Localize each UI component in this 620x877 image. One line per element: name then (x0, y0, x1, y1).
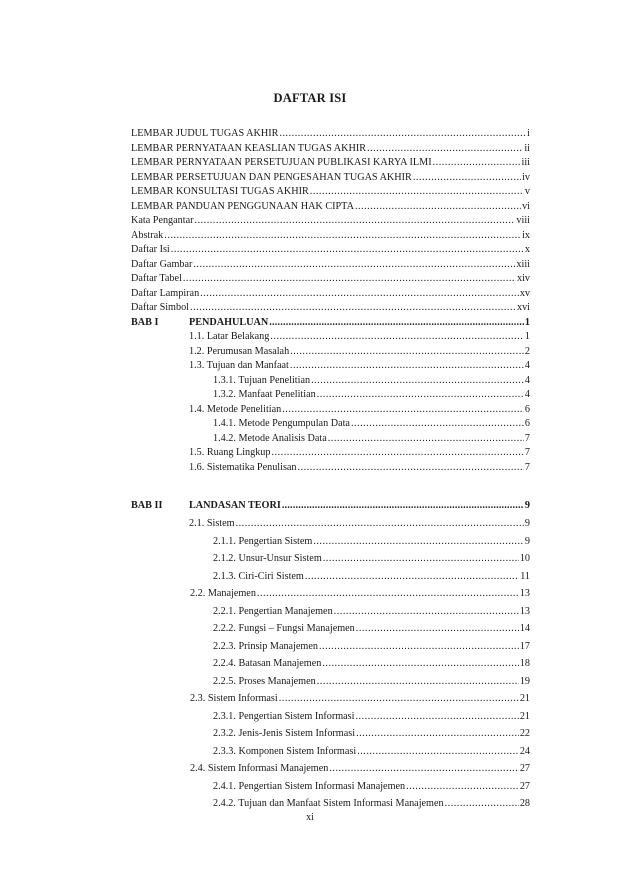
toc-entry: 2.2.3. Prinsip Manajemen ..... 17 (213, 640, 530, 654)
toc-entry: Daftar Tabel ..... xiv (131, 272, 530, 286)
toc-entry: 2.4.2. Tujuan dan Manfaat Sistem Informasi Manajemen ..... 28 (213, 797, 530, 811)
toc-entry: Daftar Simbol ..... xvi (131, 301, 530, 315)
toc-entry: LEMBAR JUDUL TUGAS AKHIR ..... i (131, 127, 530, 141)
toc-entry: 2.2.4. Batasan Manajemen ..... 18 (213, 657, 530, 671)
toc-entry: 1.5. Ruang Lingkup ..... 7 (189, 446, 530, 460)
toc-entry: 1.1. Latar Belakang ..... 1 (189, 330, 530, 344)
toc-entry: 2.1.2. Unsur-Unsur Sistem ..... 10 (213, 552, 530, 566)
toc-entry: LEMBAR PANDUAN PENGGUNAAN HAK CIPTA ..... vi (131, 200, 530, 214)
toc-entry: 2.1.1. Pengertian Sistem ..... 9 (213, 535, 530, 549)
toc-entry: 2.2.2. Fungsi – Fungsi Manajemen ..... 14 (213, 622, 530, 636)
toc-entry: 1.3. Tujuan dan Manfaat ..... 4 (189, 359, 530, 373)
toc-chapter: BAB II LANDASAN TEORI ..... 9 (131, 499, 530, 513)
toc-entry: LEMBAR PERNYATAAN KEASLIAN TUGAS AKHIR ..... ii (131, 142, 530, 156)
toc-entry: 2.3.2. Jenis-Jenis Sistem Informasi ..... 22 (213, 727, 530, 741)
toc-entry: LEMBAR PERSETUJUAN DAN PENGESAHAN TUGAS AKHIR ..... iv (131, 171, 530, 185)
toc-entry: 1.4.1. Metode Pengumpulan Data ..... 6 (213, 417, 530, 431)
toc-entry: Daftar Isi ..... x (131, 243, 530, 257)
page-number: xi (306, 812, 314, 823)
toc-entry: 2.3.3. Komponen Sistem Informasi ..... 24 (213, 745, 530, 759)
toc-entry: Daftar Gambar ..... xiii (131, 258, 530, 272)
toc-entry: 2.2.5. Proses Manajemen ..... 19 (213, 675, 530, 689)
toc-entry: 1.3.1. Tujuan Penelitian ..... 4 (213, 374, 530, 388)
toc-entry: 1.6. Sistematika Penulisan ..... 7 (189, 461, 530, 475)
toc-chapter: BAB I PENDAHULUAN ..... 1 (131, 316, 530, 330)
toc-entry: 2.4.1. Pengertian Sistem Informasi Manajemen ..... 27 (213, 780, 530, 794)
toc-entry: 1.4. Metode Penelitian ..... 6 (189, 403, 530, 417)
toc-entry: 2.1. Sistem ..... 9 (189, 517, 530, 531)
toc-entry: Daftar Lampiran ..... xv (131, 287, 530, 301)
toc-entry: 2.1.3. Ciri-Ciri Sistem ..... 11 (213, 570, 530, 584)
toc-entry: 2.3. Sistem Informasi ..... 21 (190, 692, 530, 706)
toc-entry: Abstrak ..... ix (131, 229, 530, 243)
toc-entry: LEMBAR PERNYATAAN PERSETUJUAN PUBLIKASI KARYA ILMI ..... iii (131, 156, 530, 170)
toc-entry: 2.2.1. Pengertian Manajemen ..... 13 (213, 605, 530, 619)
toc-entry: 2.4. Sistem Informasi Manajemen ..... 27 (190, 762, 530, 776)
toc-entry: 1.3.2. Manfaat Penelitian ..... 4 (213, 388, 530, 402)
toc-entry: Kata Pengantar ..... viii (131, 214, 530, 228)
toc-entry: 1.4.2. Metode Analisis Data ..... 7 (213, 432, 530, 446)
toc-entry: 2.2. Manajemen ..... 13 (190, 587, 530, 601)
toc-entry: LEMBAR KONSULTASI TUGAS AKHIR ..... v (131, 185, 530, 199)
toc-entry: 2.3.1. Pengertian Sistem Informasi ..... 21 (213, 710, 530, 724)
page-title: DAFTAR ISI (273, 91, 347, 105)
toc-entry: 1.2. Perumusan Masalah ..... 2 (189, 345, 530, 359)
